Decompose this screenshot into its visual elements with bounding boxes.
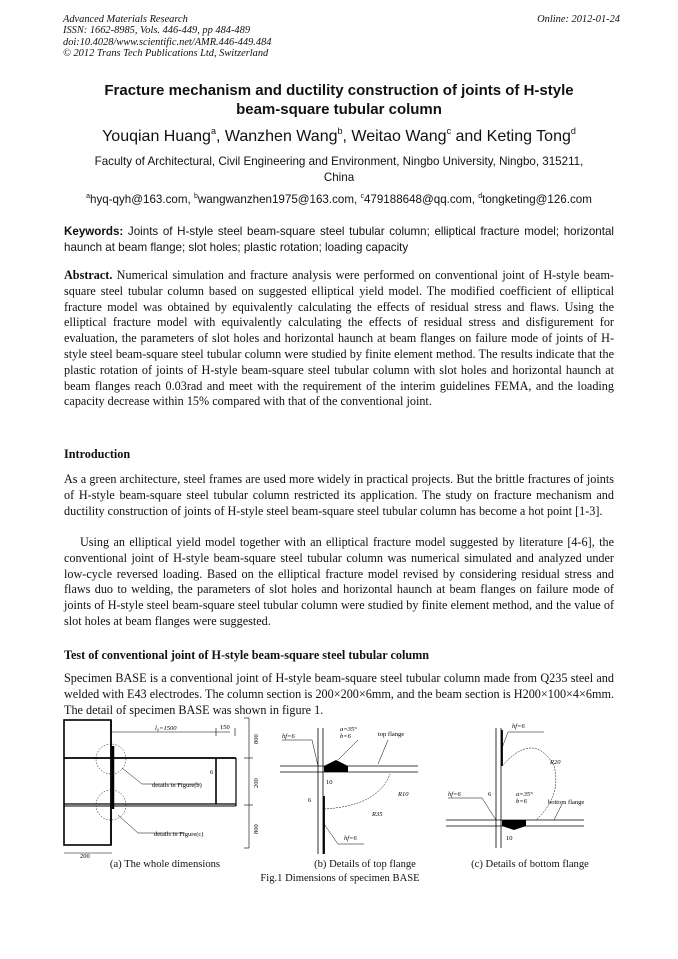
six-label: 6 [488,791,492,798]
affiliation-line-1: Faculty of Architectural, Civil Engineering and Environment, Ningbo University, Ningbo, 315211, [94,155,584,168]
dim-150-label: 150 [220,724,230,731]
author-sup: a [210,126,216,136]
title-line-1: Fracture mechanism and ductility construction of joints of H-style [104,82,574,99]
figure-1 [60,716,620,896]
b-label: b=6 [516,798,527,805]
doi-line: doi:10.4028/www.scientific.net/AMR.446-449.484 [63,36,272,48]
online-date: Online: 2012-01-24 [537,14,620,25]
hf-left-label: hf=6 [448,791,461,798]
test-paragraph-1: Specimen BASE is a conventional joint of H-style beam-square steel tubular column made from Q235 steel and welded with E43 electrodes. The column section is 200×200×6mm, and the beam section is H200×100×4×6mm. The detail of specimen BASE was shown in figure 1. [64,671,614,717]
email-sup: a [86,193,90,200]
journal-name: Advanced Materials Research [63,14,188,25]
author-name: Weitao Wang [351,128,447,145]
email-link[interactable]: tongketing@126.com [482,193,592,206]
author-name: Youqian Huang [102,128,211,145]
r20-label: R20 [550,759,561,766]
section-heading-introduction: Introduction [64,447,131,461]
affiliation [60,154,618,186]
email-sup: b [193,193,198,200]
dim-800-top-label: 800 [253,734,260,744]
sub-figure-a [64,718,260,860]
title-line-2: beam-square tubular column [236,101,442,118]
dim-200-mid-label: 200 [253,778,260,788]
dim-800-bottom-label: 800 [253,824,260,834]
section-heading-test: Test of conventional joint of H-style beam-square steel tubular column [64,648,430,662]
copyright-line: © 2012 Trans Tech Publications Ltd, Switzerland [63,47,269,59]
detail-b-label: details in Figure(b) [152,782,202,789]
six-label: 6 [308,797,312,804]
dim-l0-label: l₀=1500 [155,725,177,732]
author-separator: , [215,128,225,145]
intro-paragraph-2: Using an elliptical yield model together with an elliptical fracture model suggested by literature [4-6], the conventional joint of H-style beam-square steel tubular column was numerical simulated and analyzed under low-cycle reversed loading. Based on the elliptical fracture model revised by considering residual stress and flaws duo to welding, the parameters of slot holes and horizontal haunch at beam flanges on failure mode of joints of H-style steel beam-square steel tubular column were studied by finite element method, and the value of slot holes at beam flanges were suggested. [64,535,614,628]
caption-a: (a) The whole dimensions [109,859,221,870]
email-sup: c [360,193,364,200]
b-label: b=6 [340,733,351,740]
journal-header [63,14,271,59]
r10-label: R10 [398,791,409,798]
paper-title [60,81,618,119]
author-sup: c [446,126,452,136]
abstract [64,268,614,410]
sub-figure-b [280,726,418,854]
email-separator: , [354,193,361,206]
hf-top-label: hf=6 [512,723,525,730]
dim-6-label: 6 [210,769,214,776]
alpha-label: a=35° [340,726,357,733]
figure-drawing [60,716,620,866]
author-sup: d [570,126,576,136]
figure-caption: Fig.1 Dimensions of specimen BASE [260,873,420,884]
author-name: Keting Tong [486,128,571,145]
email-link[interactable]: 479188648@qq.com [363,193,472,206]
email-sup: d [478,193,483,200]
hf-bottom-label: hf=6 [344,835,357,842]
ten-label: 10 [326,779,333,786]
author-separator: and [451,128,487,145]
email-separator: , [471,193,479,206]
issn-line: ISSN: 1662-8985, Vols. 446-449, pp 484-489 [63,25,251,37]
bottom-flange-label: bottom flange [548,799,585,806]
email-list [60,192,618,208]
author-list [60,127,618,147]
email-link[interactable]: hyq-qyh@163.com [90,193,188,206]
hf-top-label: hf=6 [282,733,295,740]
caption-c: (c) Details of bottom flange [471,859,589,870]
author-separator: , [342,128,352,145]
ten-label: 10 [506,835,513,842]
caption-b: (b) Details of top flange [314,859,416,870]
keywords-label: Keywords: [64,225,124,238]
detail-c-label: details in Figure(c) [154,831,204,838]
keywords [64,224,614,256]
abstract-label: Abstract. [64,268,113,282]
email-link[interactable]: wangwanzhen1975@163.com [197,193,354,206]
keywords-text: Joints of H-style steel beam-square steel tubular column; elliptical fracture model; horizontal haunch at beam flange; slot holes; plastic rotation; loading capacity [64,225,614,254]
intro-paragraph-1: As a green architecture, steel frames are used more widely in practical projects. But the brittle fractures of joints of H-style beam-square steel tubular column restricted its application. The study on fracture mechanism and ductility construction of joints of H-style steel beam-square steel tubular column has become a hot point [1-3]. [64,472,614,518]
top-flange-label: top flange [378,731,405,738]
sub-figure-c [446,723,584,848]
dim-200-bottom-label: 200 [80,853,90,860]
abstract-text: Numerical simulation and fracture analysis were performed on conventional joint of H-style beam-square steel tubular column based on suggested elliptical yield model. The modified coefficient of elliptical fracture model was obtained by equivalently calculating the effects of residual stress and flaws. Using the elliptical fracture model with equivalently calculating the effects of residual stress and disfigurement for evaluation, the parameters of slot holes and horizontal haunch at beam flanges on failure mode of joints of H-style steel beam-square steel tubular column were studied by finite element method. The results indicate that the plastic rotation of joints of H-style beam-square steel tubular column with slot holes and horizontal haunch at beam flanges reach 0.03rad and meet with the requirement of the interim guidelines FEMA, and the loading capacity decrease within 15% compared with that of the conventional joint. [64,268,614,409]
affiliation-line-2: China [323,171,355,184]
author-name: Wanzhen Wang [224,128,338,145]
r35-label: R35 [372,811,383,818]
email-separator: , [187,193,194,206]
alpha-label: a=35° [516,791,533,798]
author-sup: b [337,126,343,136]
